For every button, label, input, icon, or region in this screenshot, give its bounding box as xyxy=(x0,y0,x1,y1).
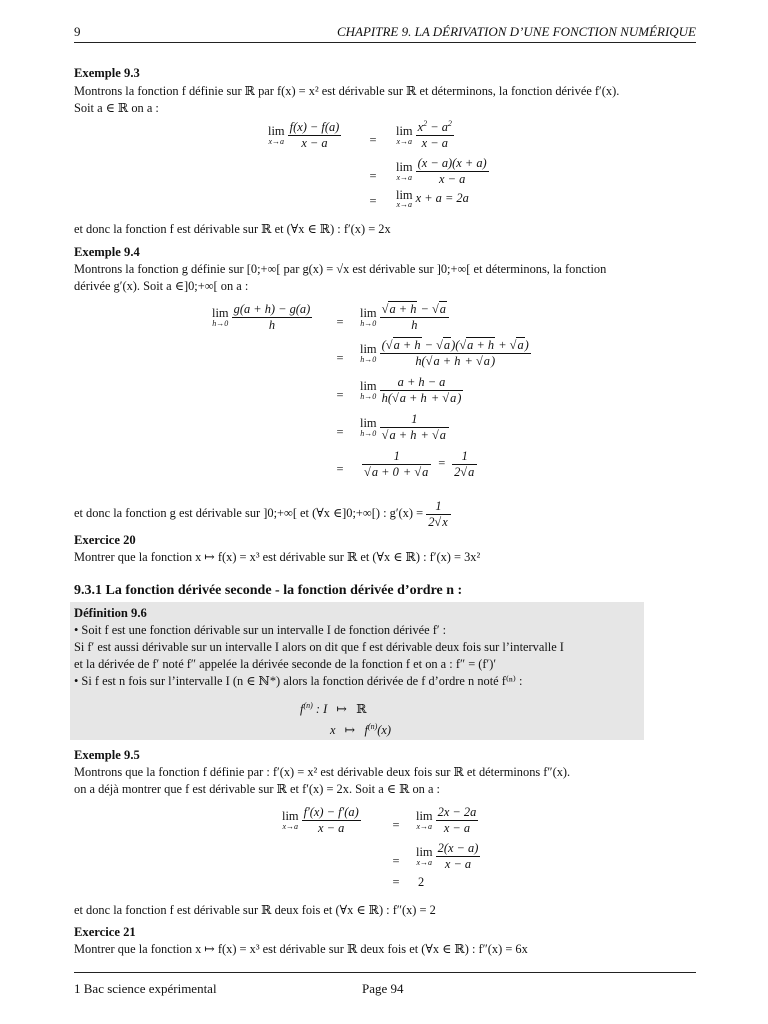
example-9-5-conclusion: et donc la fonction f est dérivable sur ℝ deux fois et (∀x ∈ ℝ) : f″(x) = 2 xyxy=(74,903,436,917)
definition-9-6-title: Définition 9.6 xyxy=(74,606,147,620)
example-9-4-title: Exemple 9.4 xyxy=(74,245,140,259)
math-eq-sign: = xyxy=(336,462,344,476)
math-lim-sqrt-diff: lim h→0 $\frac{√a + h - √a}{h}$ xyxy=(360,302,449,333)
definition-line2: Si f′ est aussi dérivable sur un intervalle I alors on dit que f est dérivable deux fois sur l’intervalle I xyxy=(74,640,564,654)
exercise-20-title: Exercice 20 xyxy=(74,533,136,547)
footer-page-number: Page 94 xyxy=(362,981,404,996)
example-9-3-line2: Soit a ∈ ℝ on a : xyxy=(74,101,159,115)
example-9-5-line2: on a déjà montrer que f est dérivable sur ℝ et f′(x) = 2x. Soit a ∈ ℝ on a : xyxy=(74,782,440,796)
page-footer xyxy=(74,972,696,997)
math-lim-x2-a2: lim x→a $\frac{x^2 - a^2}{x - a}$ xyxy=(396,118,452,150)
example-9-5-line1: Montrons que la fonction f définie par : f′(x) = x² est dérivable deux fois sur ℝ et déterminons f″(x). xyxy=(74,765,571,779)
math-lim-gah-ga: lim h→0 $\frac{g(a + h) - g(a)}{h}$ xyxy=(212,302,311,332)
math-fn-map-line2: x ↦ $f^{(n)}(x)$ xyxy=(330,721,392,737)
page-header xyxy=(74,24,696,43)
example-9-5-title: Exemple 9.5 xyxy=(74,748,140,762)
math-lim-result-2a: lim x→a x + a = 2a xyxy=(396,188,469,210)
exercise-20-text: Montrer que la fonction x ↦ f(x) = x³ est dérivable sur ℝ et (∀x ∈ ℝ) : f′(x) = 3x² xyxy=(74,550,481,564)
example-9-4-conclusion-text: et donc la fonction g est dérivable sur ]0;+∞[ et (∀x ∈]0;+∞[) : g′(x) = xyxy=(74,506,424,521)
math-eq-sign: = xyxy=(336,388,344,402)
example-9-4-line1: Montrons la fonction g définie sur [0;+∞[ par g(x) = √x est dérivable sur ]0;+∞[ et déterminons, la fonction xyxy=(74,262,607,276)
math-eq-sign: = xyxy=(392,818,400,832)
math-eq-sign: = xyxy=(336,315,344,329)
example-9-4-line2: dérivée g′(x). Soit a ∈]0;+∞[ on a : xyxy=(74,279,249,293)
math-eq-sign: = xyxy=(336,351,344,365)
math-fn-map-line1: $f^{(n)}$ : I ↦ ℝ xyxy=(300,700,367,716)
definition-line3: et la dérivée de f′ noté f″ appelée la dérivée seconde de la fonction f et on a : f″ = (f′)′ xyxy=(74,657,497,671)
math-eq-sign: = xyxy=(392,875,400,889)
math-lim-one-over: lim h→0 $\frac{1}{√a + h + √a}$ xyxy=(360,412,449,443)
exercise-21-title: Exercice 21 xyxy=(74,925,136,939)
example-9-3-title: Exemple 9.3 xyxy=(74,66,140,80)
math-lim-simplified: lim h→0 $\frac{a + h - a}{h(√a + h + √a)}$ xyxy=(360,375,462,405)
math-lim-2xa: lim x→a $\frac{2(x - a)}{x - a}$ xyxy=(416,841,479,871)
math-lim-conjugate: lim h→0 $\frac{(√a + h - √a)(√a + h + √a)}{h(√a + h + √a)}$ xyxy=(360,338,529,368)
math-eq-sign: = xyxy=(369,133,377,147)
math-lim-2x-2a: lim x→a $\frac{2x - 2a}{x - a}$ xyxy=(416,805,477,835)
example-9-3-conclusion: et donc la fonction f est dérivable sur ℝ et (∀x ∈ ℝ) : f′(x) = 2x xyxy=(74,222,391,236)
section-title: 9.3.1 La fonction dérivée seconde - la fonction dérivée d’ordre n : xyxy=(74,583,463,598)
definition-line4: • Si f est n fois sur l’intervalle I (n ∈ ℕ*) alors la fonction dérivée de f d’ordre n noté f⁽ⁿ⁾ : xyxy=(74,674,523,688)
example-9-4-conclusion xyxy=(74,499,451,530)
definition-line1: • Soit f est une fonction dérivable sur un intervalle I de fonction dérivée f′ : xyxy=(74,623,447,637)
math-eq-sign: = xyxy=(336,425,344,439)
math-lim-fx-fa: lim x→a $\frac{f(x) - f(a)}{x - a}$ xyxy=(268,120,340,150)
page-number: 9 xyxy=(74,24,81,39)
exercise-21-text: Montrer que la fonction x ↦ f(x) = x³ est dérivable sur ℝ deux fois et (∀x ∈ ℝ) : f″(x) = 6x xyxy=(74,942,528,956)
math-final-result: $\frac{1}{√a + 0 + √a}$ = $\frac{1}{2√a}$ xyxy=(362,449,477,480)
footer-course: 1 Bac science expérimental xyxy=(74,981,217,996)
math-eq-sign: = xyxy=(369,194,377,208)
chapter-title: CHAPITRE 9. LA DÉRIVATION D’UNE FONCTION NUMÉRIQUE xyxy=(336,24,696,39)
math-eq-sign: = xyxy=(369,169,377,183)
math-lim-factored: lim x→a $\frac{(x - a)(x + a)}{x - a}$ xyxy=(396,156,487,186)
math-eq-sign: = xyxy=(392,854,400,868)
math-gprime-result: $\frac{1}{2√x}$ xyxy=(426,499,451,530)
math-result-2: 2 xyxy=(418,875,425,889)
math-lim-fpx-fpa: lim x→a $\frac{f'(x) - f'(a)}{x - a}$ xyxy=(282,805,359,835)
example-9-3-line1: Montrons la fonction f définie sur ℝ par f(x) = x² est dérivable sur ℝ et déterminons, la fonction dérivée f′(x). xyxy=(74,84,620,98)
